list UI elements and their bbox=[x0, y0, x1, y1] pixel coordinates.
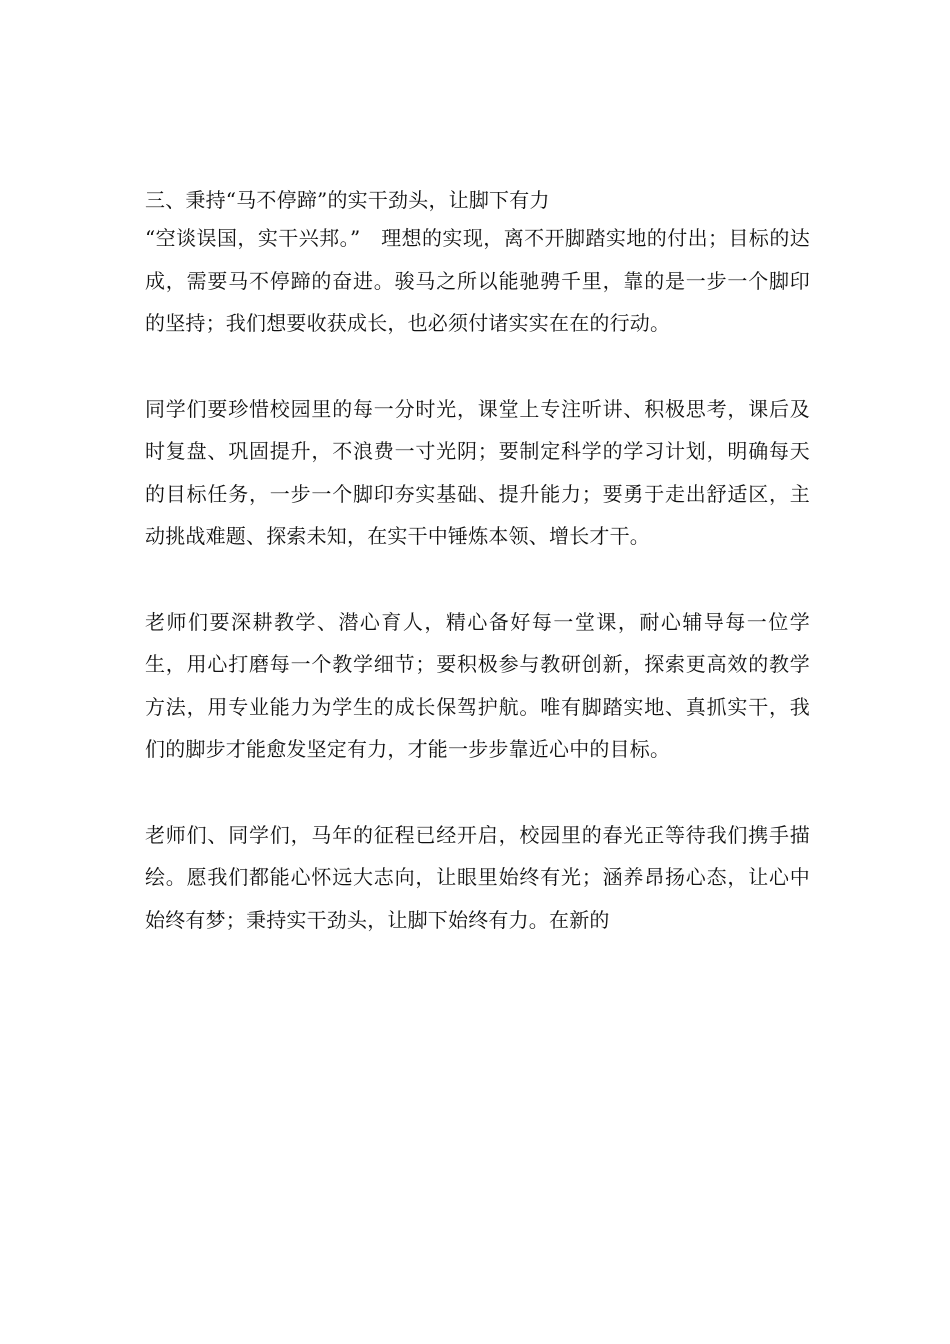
paragraph-gap bbox=[145, 345, 810, 388]
paragraph-4: 老师们、同学们，马年的征程已经开启，校园里的春光正等待我们携手描绘。愿我们都能心怀远大志向，让眼里始终有光；涵养昂扬心态，让心中始终有梦；秉持实干劲头，让脚下始终有力。在新的 bbox=[145, 822, 810, 932]
document-body bbox=[145, 183, 810, 941]
paragraph-gap bbox=[145, 558, 810, 601]
paragraph-3: 老师们要深耕教学、潜心育人，精心备好每一堂课，耐心辅导每一位学生，用心打磨每一个教学细节；要积极参与教研创新，探索更高效的教学方法，用专业能力为学生的成长保驾护航。唯有脚踏实地、真抓实干，我们的脚步才能愈发坚定有力，才能一步步靠近心中的目标。 bbox=[145, 609, 810, 761]
section-heading: 三、秉持“马不停蹄”的实干劲头，让脚下有力 bbox=[145, 188, 550, 212]
paragraph-2: 同学们要珍惜校园里的每一分时光，课堂上专注听讲、积极思考，课后及时复盘、巩固提升，不浪费一寸光阴；要制定科学的学习计划，明确每天的目标任务，一步一个脚印夯实基础、提升能力；要勇于走出舒适区，主动挑战难题、探索未知，在实干中锤炼本领、增长才干。 bbox=[145, 396, 810, 548]
paragraph-gap bbox=[145, 771, 810, 814]
paragraph-1: “空谈误国，实干兴邦。” 理想的实现，离不开脚踏实地的付出；目标的达成，需要马不停蹄的奋进。骏马之所以能驰骋千里，靠的是一步一个脚印的坚持；我们想要收获成长，也必须付诸实实在在的行动。 bbox=[145, 226, 810, 335]
